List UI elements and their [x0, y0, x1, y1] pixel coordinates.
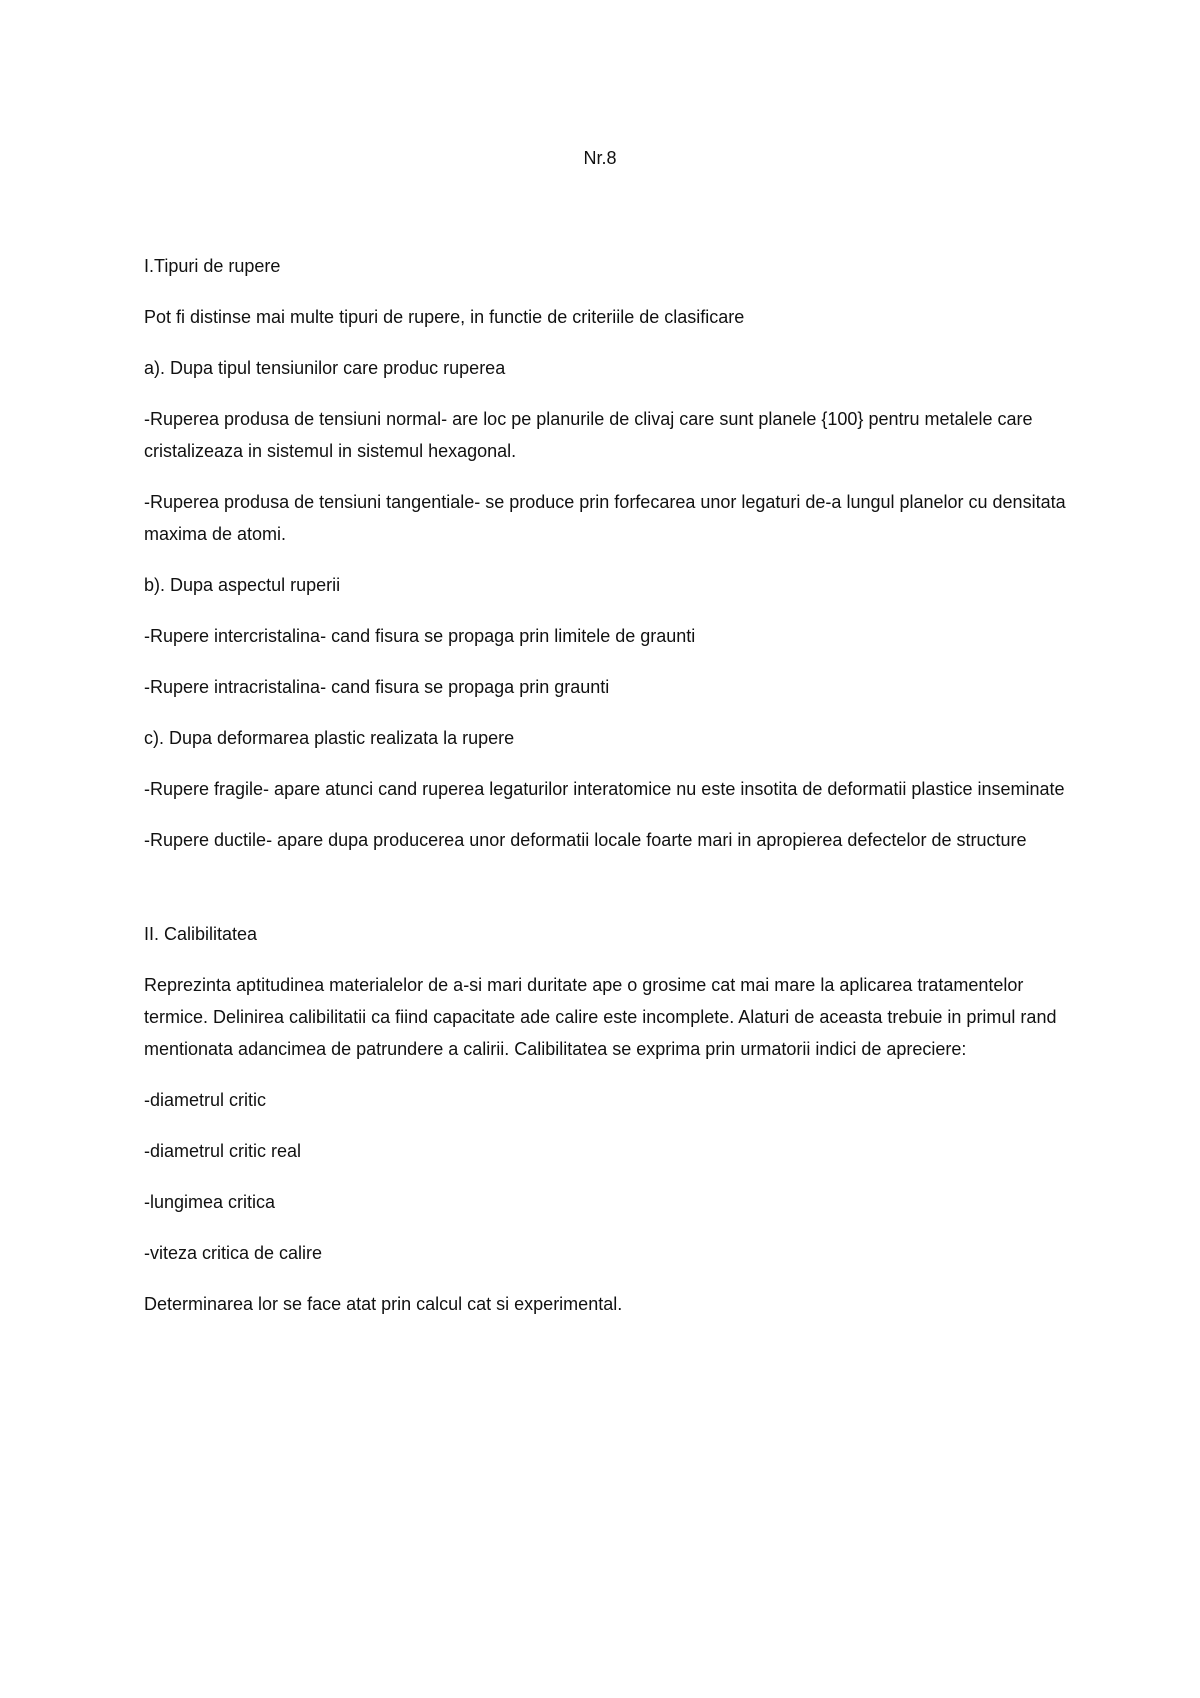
- section1-intro: Pot fi distinse mai multe tipuri de rupere, in functie de criteriile de clasificare: [144, 307, 745, 327]
- subsection-a-heading: a). Dupa tipul tensiunilor care produc ruperea: [144, 358, 506, 378]
- subsection-b-heading: b). Dupa aspectul ruperii: [144, 575, 341, 595]
- subsection-b-item-1: -Rupere intercristalina- cand fisura se propaga prin limitele de graunti: [144, 626, 696, 646]
- list-item: -lungimea critica: [144, 1192, 276, 1212]
- section2-paragraph: Reprezinta aptitudinea materialelor de a-si mari duritate ape o grosime cat mai mare la aplicarea tratamentelor termice. Delinirea calibilitatii ca fiind capacitate ade calire este incomplete. Alaturi de aceasta trebuie in primul rand mentionata adancimea de patrundere a calirii. Calibilitatea se exprima prin urmatorii indici de apreciere:: [144, 975, 1057, 1059]
- document-body: [144, 250, 1074, 1339]
- subsection-c-item-1: -Rupere fragile- apare atunci cand ruperea legaturilor interatomice nu este insotita de deformatii plastice inseminate: [144, 779, 1065, 799]
- list-item: -diametrul critic: [144, 1090, 267, 1110]
- subsection-c-heading: c). Dupa deformarea plastic realizata la rupere: [144, 728, 515, 748]
- list-item: -viteza critica de calire: [144, 1243, 323, 1263]
- list-item: -diametrul critic real: [144, 1141, 302, 1161]
- subsection-a-item-1: -Ruperea produsa de tensiuni normal- are loc pe planurile de clivaj care sunt planele {100} pentru metalele care cristalizeaza in sistemul in sistemul hexagonal.: [144, 409, 1033, 461]
- subsection-b-item-2: -Rupere intracristalina- cand fisura se propaga prin graunti: [144, 677, 610, 697]
- section1-heading: I.Tipuri de rupere: [144, 256, 281, 276]
- subsection-c-item-2: -Rupere ductile- apare dupa producerea unor deformatii locale foarte mari in apropierea defectelor de structure: [144, 830, 1027, 850]
- section2-heading: II. Calibilitatea: [144, 924, 258, 944]
- document-title: Nr.8: [583, 148, 617, 168]
- subsection-a-item-2: -Ruperea produsa de tensiuni tangentiale- se produce prin forfecarea unor legaturi de-a lungul planelor cu densitata maxima de atomi.: [144, 492, 1066, 544]
- section2-conclusion: Determinarea lor se face atat prin calcul cat si experimental.: [144, 1294, 623, 1314]
